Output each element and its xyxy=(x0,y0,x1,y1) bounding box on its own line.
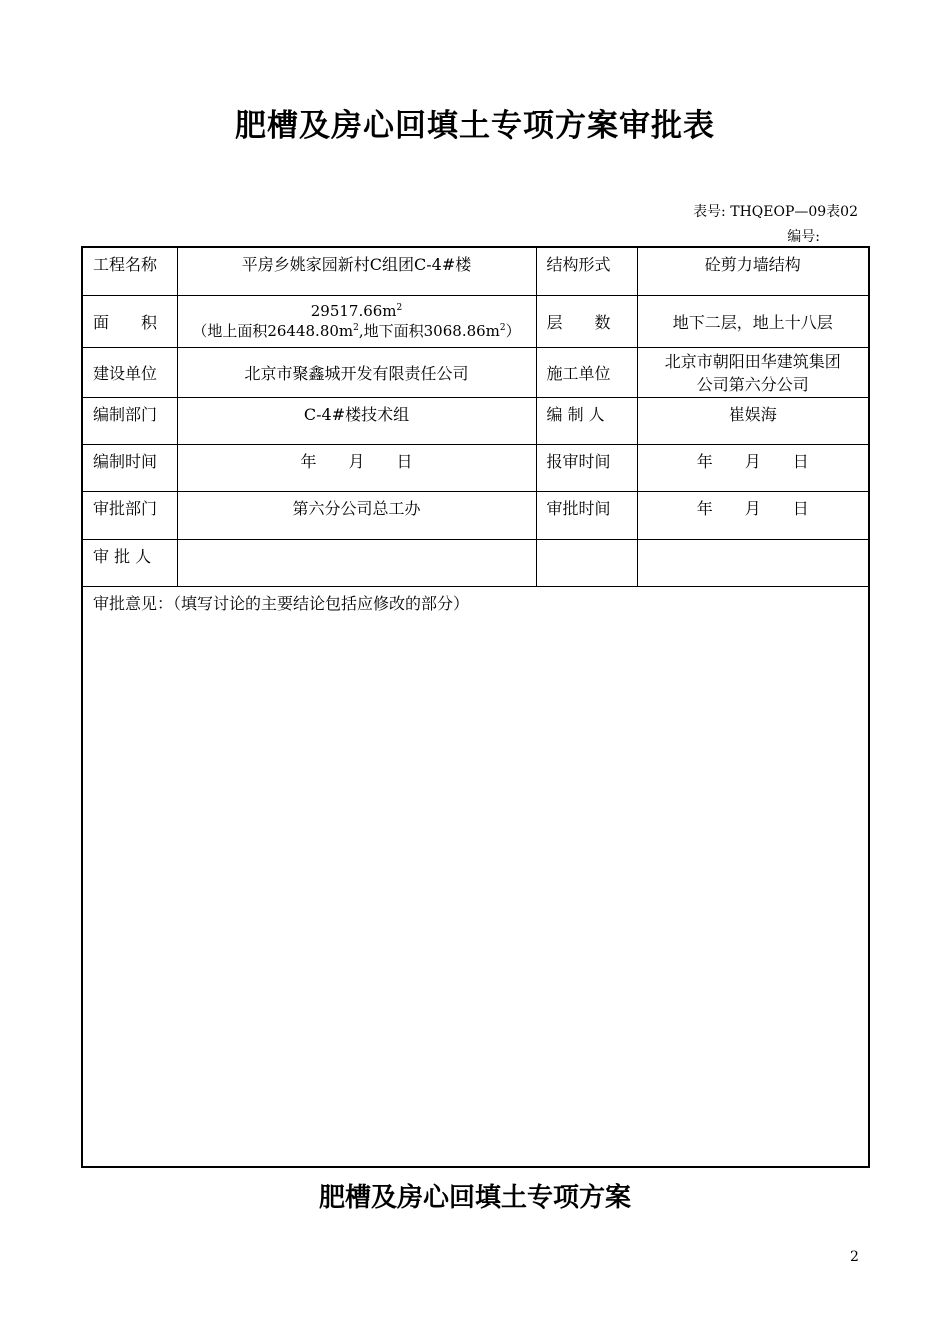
page-number: 2 xyxy=(850,1249,859,1265)
contractor-label: 施工单位 xyxy=(536,347,637,397)
author-value: 崔娱海 xyxy=(637,397,869,444)
approve-time-label: 审批时间 xyxy=(536,491,637,539)
serial-number-label: 编号: xyxy=(787,229,820,245)
project-name-label: 工程名称 xyxy=(82,247,177,295)
floors-value: 地下二层，地上十八层 xyxy=(637,295,869,347)
area-label: 面 积 xyxy=(82,295,177,347)
structure-value: 砼剪力墙结构 xyxy=(637,247,869,295)
approver-empty-cell xyxy=(536,539,637,586)
form-number: 表号: THQEOP—09表02 xyxy=(693,204,858,220)
submit-time-value: 年 月 日 xyxy=(637,444,869,491)
approver-empty-cell-2 xyxy=(637,539,869,586)
author-label: 编 制 人 xyxy=(536,397,637,444)
approver-label: 审 批 人 xyxy=(82,539,177,586)
builder-label: 建设单位 xyxy=(82,347,177,397)
area-total: 29517.66m xyxy=(310,301,397,320)
approval-form-table xyxy=(81,246,870,1168)
contractor-value: 北京市朝阳田华建筑集团 公司第六分公司 xyxy=(637,347,869,397)
approver-value xyxy=(177,539,536,586)
submit-time-label: 报审时间 xyxy=(536,444,637,491)
section-heading: 肥槽及房心回填土专项方案 xyxy=(318,1183,631,1213)
dept-value: C-4#楼技术组 xyxy=(177,397,536,444)
approval-opinion-label: 审批意见：（填写讨论的主要结论包括应修改的部分） xyxy=(93,593,470,613)
floors-label: 层 数 xyxy=(536,295,637,347)
area-value: $29517.66m^2$ （地上面积$26448.80m^2$,地下面积$3068.86m^2$） xyxy=(177,295,536,347)
approve-dept-value: 第六分公司总工办 xyxy=(177,491,536,539)
approval-opinion-cell xyxy=(82,586,869,1167)
project-name-value: 平房乡姚家园新村C组团C-4#楼 xyxy=(177,247,536,295)
prep-time-label: 编制时间 xyxy=(82,444,177,491)
builder-value: 北京市聚鑫城开发有限责任公司 xyxy=(177,347,536,397)
page-title: 肥槽及房心回填土专项方案审批表 xyxy=(235,108,715,144)
approve-dept-label: 审批部门 xyxy=(82,491,177,539)
prep-time-value: 年 月 日 xyxy=(177,444,536,491)
structure-label: 结构形式 xyxy=(536,247,637,295)
approve-time-value: 年 月 日 xyxy=(637,491,869,539)
dept-label: 编制部门 xyxy=(82,397,177,444)
